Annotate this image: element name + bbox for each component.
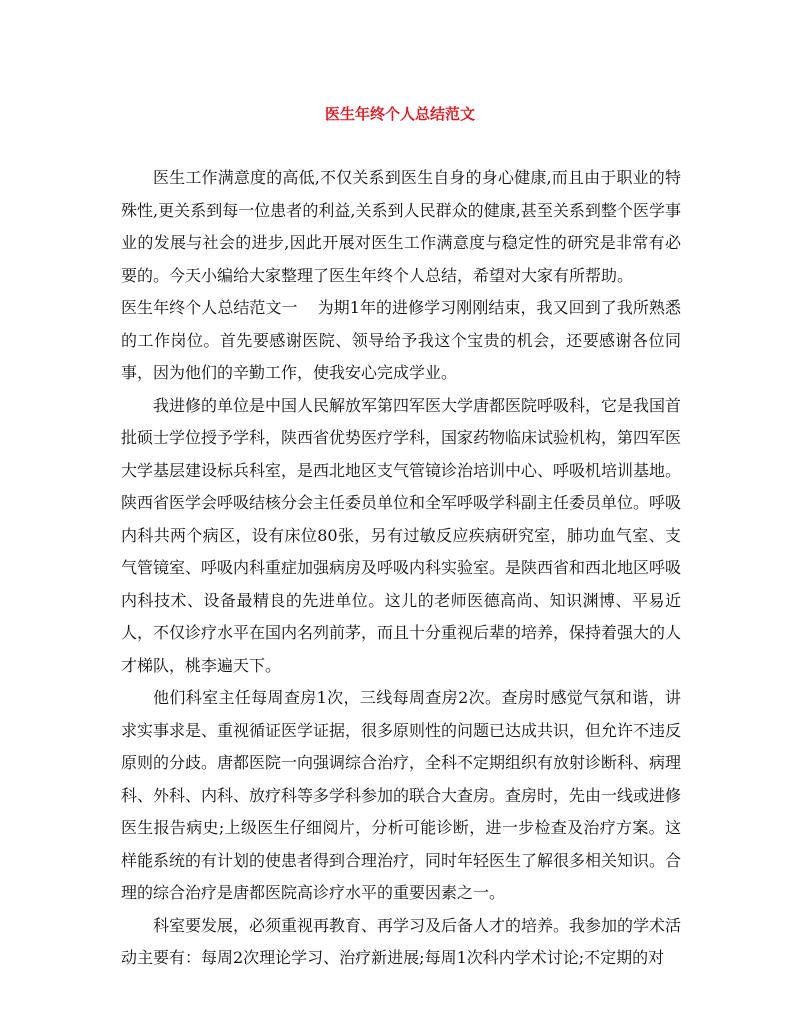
document-title: 医生年终个人总结范文: [324, 105, 475, 123]
intro-paragraph: 医生工作满意度的高低,不仅关系到医生自身的身心健康,而且由于职业的特殊性,更关系到每一位患者的利益,关系到人民群众的健康,甚至关系到整个医学事业的发展与社会的进步,因此开展对医生工作满意度与稳定性的研究是非常有必要的。今天小编给大家整理了医生年终个人总结，希望对大家有所帮助。: [121, 168, 681, 285]
section-1-paragraph: [121, 292, 681, 390]
document-body: [121, 162, 681, 975]
section-1-heading: 医生年终个人总结范文一: [121, 298, 298, 317]
body-paragraph: 科室要发展，必须重视再教育、再学习及后备人才的培养。我参加的学术活动主要有：每周2次理论学习、治疗新进展;每周1次科内学术讨论;不定期的对: [121, 915, 682, 967]
section-1-text: 为期1年的进修学习刚刚结束，我又回到了我所熟悉的工作岗位。首先要感谢医院、领导给予我这个宝贵的机会，还要感谢各位同事，因为他们的辛勤工作，使我安心完成学业。: [121, 298, 681, 382]
body-paragraph: 我进修的单位是中国人民解放军第四军医大学唐都医院呼吸科，它是我国首批硕士学位授予学科，陕西省优势医疗学科，国家药物临床试验机构，第四军医大学基层建设标兵科室，是西北地区支气管镜诊治培训中心、呼吸机培训基地。陕西省医学会呼吸结核分会主任委员单位和全军呼吸学科副主任委员单位。呼吸内科共两个病区，设有床位80张，另有过敏反应疾病研究室，肺功血气室、支气管镜室、呼吸内科重症加强病房及呼吸内科实验室。是陕西省和西北地区呼吸内科技术、设备最精良的先进单位。这儿的老师医德高尚、知识渊博、平易近人，不仅诊疗水平在国内名列前茅，而且十分重视后辈的培养，保持着强大的人才梯队，桃李遍天下。: [121, 395, 682, 675]
body-paragraph: 他们科室主任每周查房1次，三线每周查房2次。查房时感觉气氛和谐，讲求实事求是、重视循证医学证据，很多原则性的问题已达成共识，但允许不违反原则的分歧。唐都医院一向强调综合治疗，全科不定期组织有放射诊断科、病理科、外科、内科、放疗科等多学科参加的联合大查房。查房时，先由一线或进修医生报告病史;上级医生仔细阅片，分析可能诊断，进一步检查及治疗方案。这样能系统的有计划的使患者得到合理治疗，同时年轻医生了解很多相关知识。合理的综合治疗是唐都医院高诊疗水平的重要因素之一。: [121, 688, 682, 902]
